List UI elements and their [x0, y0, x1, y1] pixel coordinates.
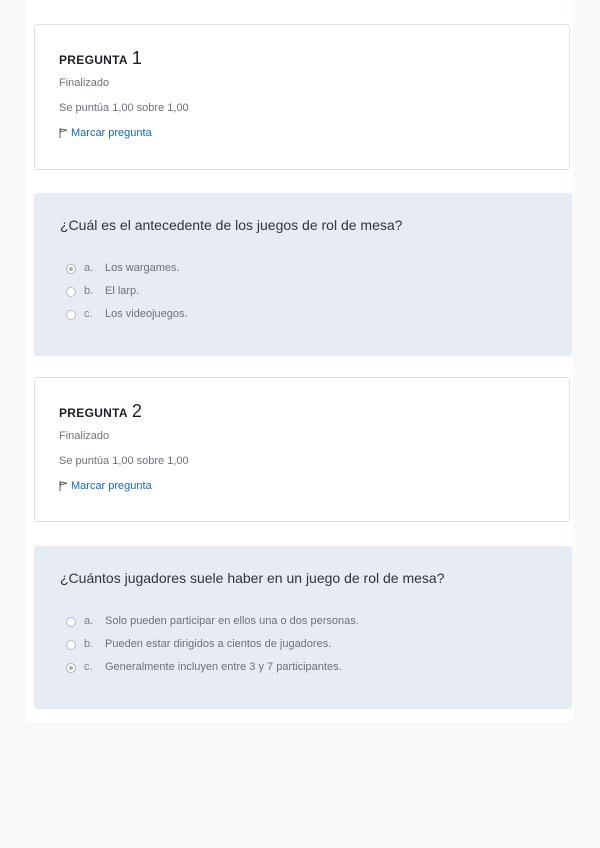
- question-word: PREGUNTA: [59, 53, 128, 67]
- answer-option[interactable]: [66, 260, 546, 280]
- answer-option[interactable]: [66, 636, 546, 656]
- answer-option[interactable]: [66, 659, 546, 679]
- flag-icon: [59, 128, 68, 138]
- flag-question-link[interactable]: [59, 480, 152, 492]
- question-grade: Se puntúa 1,00 sobre 1,00: [59, 455, 189, 467]
- question-state: Finalizado: [59, 430, 110, 442]
- answer-text: Pueden estar dirigidos a cientos de jugadores.: [105, 638, 332, 650]
- answer-letter: a.: [84, 615, 94, 627]
- question-2-content: [34, 546, 572, 709]
- answer-option[interactable]: [66, 306, 546, 326]
- answer-text: Los videojuegos.: [105, 308, 188, 320]
- answer-letter: b.: [84, 285, 94, 297]
- radio-button[interactable]: [66, 310, 76, 320]
- answer-letter: c.: [84, 308, 93, 320]
- flag-question-label: Marcar pregunta: [71, 127, 152, 139]
- question-1-info: [34, 24, 570, 170]
- answer-letter: b.: [84, 638, 94, 650]
- radio-button[interactable]: [66, 287, 76, 297]
- answer-option[interactable]: [66, 283, 546, 303]
- answer-text: El larp.: [105, 285, 140, 297]
- flag-icon: [59, 481, 68, 491]
- radio-button-checked[interactable]: [66, 264, 76, 274]
- question-number: 2: [131, 401, 142, 421]
- answer-letter: c.: [84, 661, 93, 673]
- question-1-heading: [59, 48, 142, 69]
- question-1-content: [34, 193, 572, 356]
- flag-question-label: Marcar pregunta: [71, 480, 152, 492]
- radio-button-checked[interactable]: [66, 663, 76, 673]
- question-word: PREGUNTA: [59, 406, 128, 420]
- radio-button[interactable]: [66, 617, 76, 627]
- question-state: Finalizado: [59, 77, 110, 89]
- question-2-heading: [59, 401, 142, 422]
- radio-button[interactable]: [66, 640, 76, 650]
- answer-option[interactable]: [66, 613, 546, 633]
- question-grade: Se puntúa 1,00 sobre 1,00: [59, 102, 189, 114]
- flag-question-link[interactable]: [59, 127, 152, 139]
- answer-letter: a.: [84, 262, 94, 274]
- answer-text: Solo pueden participar en ellos una o dos personas.: [105, 615, 359, 627]
- answer-text: Generalmente incluyen entre 3 y 7 participantes.: [105, 661, 342, 673]
- question-text: ¿Cuál es el antecedente de los juegos de rol de mesa?: [60, 217, 403, 233]
- question-2-info: [34, 377, 570, 522]
- question-text: ¿Cuántos jugadores suele haber en un juego de rol de mesa?: [60, 570, 445, 586]
- question-number: 1: [131, 48, 142, 68]
- answer-text: Los wargames.: [105, 262, 180, 274]
